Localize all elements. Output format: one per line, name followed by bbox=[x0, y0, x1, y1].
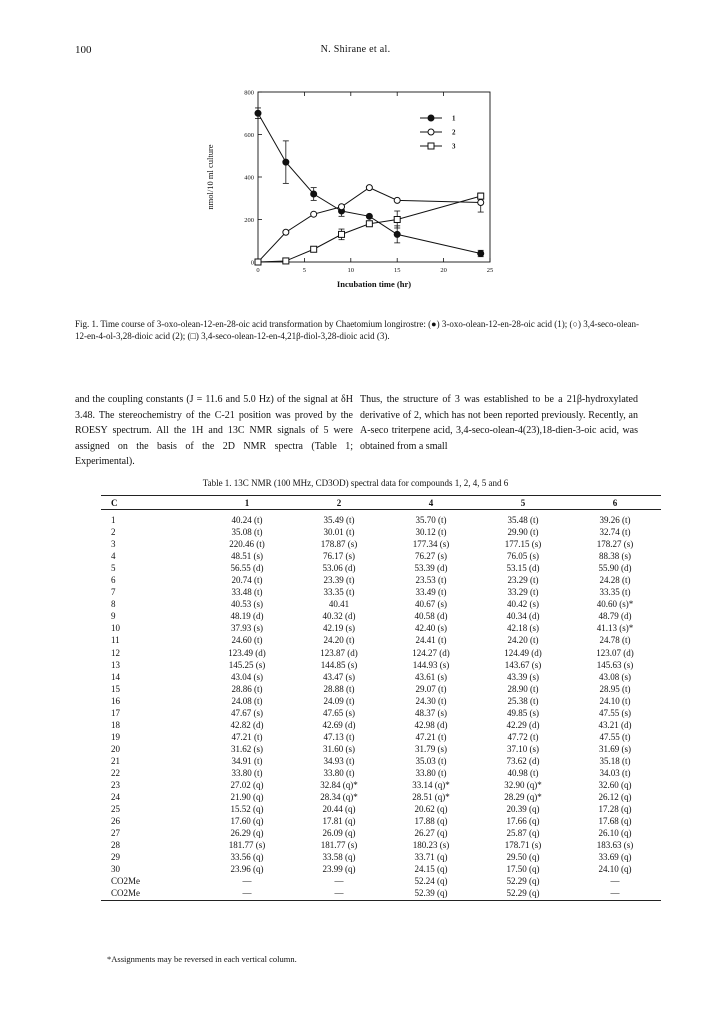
table-cell-shift: 33.14 (q)* bbox=[412, 780, 450, 791]
table-cell-shift: 88.38 (s) bbox=[599, 551, 631, 562]
table-cell-shift: 26.10 (q) bbox=[598, 828, 632, 839]
table-cell-shift: 23.29 (t) bbox=[507, 575, 539, 586]
table-cell-shift: 31.79 (s) bbox=[415, 743, 447, 754]
table-cell-shift: 124.27 (d) bbox=[412, 647, 450, 658]
table-cell-shift: 40.41 bbox=[328, 599, 350, 610]
table-cell-shift: 26.27 (q) bbox=[414, 828, 448, 839]
table-cell-shift: 33.80 (t) bbox=[415, 768, 447, 778]
table-cell-carbon: 19 bbox=[111, 731, 120, 742]
y-tick-label: 200 bbox=[244, 217, 254, 224]
body-text-left: and the coupling constants (J = 11.6 and 5.0 Hz) of the signal at δH 3.48. The stereochemistry of the C-21 position was proved by the ROESY spectrum. All the 1H and 13C NMR signals of 5 were assigned on the basis of the 2D NMR spectra (Table 1; Experimental). bbox=[75, 394, 353, 467]
table-cell-shift: 42.29 (d) bbox=[506, 719, 540, 730]
table-row bbox=[101, 851, 661, 863]
table-cell-carbon: 21 bbox=[111, 755, 120, 766]
series-3-point bbox=[478, 193, 484, 199]
table-cell-shift: — bbox=[293, 887, 385, 900]
table-cell-shift: 17.68 (q) bbox=[598, 816, 632, 827]
table-cell-shift: 32.60 (q) bbox=[598, 780, 632, 791]
series-3-point bbox=[339, 231, 345, 237]
table-cell-shift: 34.91 (t) bbox=[231, 755, 263, 766]
table-cell-shift: 24.28 (t) bbox=[599, 575, 631, 586]
table-cell-shift: 17.60 (q) bbox=[230, 816, 264, 827]
table-footnote: *Assignments may be reversed in each vertical column. bbox=[107, 954, 297, 964]
running-head: N. Shirane et al. bbox=[320, 44, 391, 55]
table-cell-shift: 220.46 (t) bbox=[229, 539, 265, 550]
table-cell-shift: 17.81 (q) bbox=[322, 816, 356, 827]
table-row bbox=[101, 562, 661, 574]
table-cell-shift: 178.87 (s) bbox=[320, 539, 358, 550]
table-row bbox=[101, 610, 661, 622]
series-1-point bbox=[255, 110, 261, 116]
series-3-point bbox=[283, 258, 289, 264]
table-cell-shift: 25.38 (t) bbox=[507, 695, 539, 706]
table-cell-carbon: 16 bbox=[111, 695, 120, 706]
table-cell-carbon: 10 bbox=[111, 623, 120, 634]
series-2-point bbox=[283, 229, 289, 235]
table-cell-shift: 43.61 (s) bbox=[415, 671, 447, 682]
table-cell-shift: 43.04 (s) bbox=[231, 671, 263, 682]
table-cell-shift: 24.78 (t) bbox=[599, 635, 631, 646]
series-3-point bbox=[394, 217, 400, 223]
table-cell-shift: 23.96 (q) bbox=[230, 864, 264, 875]
table-cell-shift: 34.93 (t) bbox=[323, 755, 355, 766]
table-cell-shift: 31.69 (s) bbox=[599, 743, 631, 754]
table-cell-shift: 40.67 (s) bbox=[415, 599, 447, 610]
legend-marker bbox=[428, 115, 434, 121]
x-tick-label: 10 bbox=[347, 267, 355, 274]
table-cell-shift: 52.24 (q) bbox=[414, 876, 448, 887]
x-tick-label: 5 bbox=[302, 267, 307, 274]
legend-label-2: 2 bbox=[452, 128, 456, 137]
table-cell-shift: 17.66 (q) bbox=[506, 816, 540, 827]
table-row bbox=[101, 526, 661, 538]
table-cell-shift: 35.70 (t) bbox=[415, 515, 447, 526]
table-row bbox=[101, 815, 661, 827]
table-cell-carbon: CO2Me bbox=[101, 887, 201, 900]
series-1-point bbox=[283, 159, 289, 165]
table-cell-carbon: 13 bbox=[111, 659, 120, 670]
table-cell-shift: 37.93 (s) bbox=[231, 623, 263, 634]
table-cell-shift: 33.56 (q) bbox=[230, 852, 264, 863]
table-cell-shift: 40.42 (s) bbox=[507, 599, 539, 610]
table-cell-shift: 24.20 (t) bbox=[323, 635, 355, 646]
series-1-point bbox=[394, 231, 400, 237]
table-cell-carbon: CO2Me bbox=[111, 876, 140, 887]
table-row bbox=[101, 863, 661, 875]
table-header-4: 4 bbox=[385, 496, 477, 510]
table-cell-shift: 123.07 (d) bbox=[596, 647, 634, 658]
table-cell-carbon: 27 bbox=[111, 828, 120, 839]
table-row bbox=[101, 875, 661, 887]
table-row bbox=[101, 647, 661, 659]
table-cell-shift: 40.58 (d) bbox=[414, 611, 448, 622]
table-row bbox=[101, 598, 661, 610]
table-cell-shift: 26.12 (q) bbox=[598, 792, 632, 803]
table-row bbox=[101, 586, 661, 598]
table-cell-shift: 48.79 (d) bbox=[598, 611, 632, 622]
table-cell-shift: 33.80 (t) bbox=[231, 768, 263, 778]
table-cell-shift: 40.98 (t) bbox=[507, 768, 539, 778]
table-cell-carbon: 1 bbox=[111, 515, 116, 526]
table-row bbox=[101, 622, 661, 634]
table-cell-shift: 47.67 (s) bbox=[231, 707, 263, 718]
table-cell-shift: 47.65 (s) bbox=[323, 707, 355, 718]
table-cell-carbon: 4 bbox=[111, 551, 116, 562]
table-cell-shift: 17.50 (q) bbox=[506, 864, 540, 875]
table-cell-carbon: 9 bbox=[111, 611, 116, 622]
table-cell-shift: 15.52 (q) bbox=[230, 804, 264, 815]
series-3-point bbox=[366, 221, 372, 227]
table-cell-shift: 43.39 (s) bbox=[507, 671, 539, 682]
table-cell-shift: 33.35 (t) bbox=[323, 587, 355, 598]
table-row bbox=[101, 659, 661, 671]
table-cell-carbon: 12 bbox=[111, 647, 120, 658]
table-cell-shift: 35.08 (t) bbox=[231, 527, 263, 538]
table-cell-shift: 33.58 (q) bbox=[322, 852, 356, 863]
table-row bbox=[101, 755, 661, 767]
table-cell-shift: 53.15 (d) bbox=[506, 563, 540, 574]
table-cell-shift: 24.10 (q) bbox=[598, 864, 632, 875]
table-cell-shift: 42.69 (d) bbox=[322, 719, 356, 730]
legend-marker bbox=[428, 143, 434, 149]
table-cell-shift: 33.35 (t) bbox=[599, 587, 631, 598]
table-cell-shift: — bbox=[569, 887, 661, 900]
table-cell-shift: 47.55 (s) bbox=[599, 707, 631, 718]
series-2-point bbox=[478, 200, 484, 206]
table-cell-shift: 47.21 (t) bbox=[415, 731, 447, 742]
table-cell-shift: 76.27 (s) bbox=[415, 551, 447, 562]
table-cell-shift: 144.85 (s) bbox=[320, 659, 358, 670]
table-row bbox=[101, 743, 661, 755]
table-cell-shift: 17.88 (q) bbox=[414, 816, 448, 827]
table-cell-carbon: 20 bbox=[111, 743, 120, 754]
table-cell-shift: 20.62 (q) bbox=[414, 804, 448, 815]
table-cell-shift: 49.85 (s) bbox=[507, 707, 539, 718]
table-cell-shift: 52.39 (q) bbox=[385, 887, 477, 900]
table-cell-shift: 42.82 (d) bbox=[230, 719, 264, 730]
table-cell-carbon: 30 bbox=[111, 864, 120, 875]
table-cell-shift: 40.60 (s)* bbox=[596, 599, 634, 610]
table-cell-shift: 25.87 (q) bbox=[506, 828, 540, 839]
time-course-chart bbox=[0, 0, 711, 315]
table-cell-carbon: 18 bbox=[111, 719, 120, 730]
table-row bbox=[101, 695, 661, 707]
table-cell-shift: 20.74 (t) bbox=[231, 575, 263, 586]
table-cell-carbon: 25 bbox=[111, 804, 120, 815]
table-cell-shift: 144.93 (s) bbox=[412, 659, 450, 670]
series-1-line bbox=[258, 113, 481, 253]
y-tick-label: 800 bbox=[244, 89, 254, 97]
table-row bbox=[101, 510, 661, 527]
table-cell-shift: 33.49 (t) bbox=[415, 587, 447, 598]
table-cell-shift: 41.13 (s)* bbox=[596, 623, 634, 634]
table-cell-shift: 24.09 (t) bbox=[323, 695, 355, 706]
table-cell-shift: 24.08 (t) bbox=[231, 695, 263, 706]
table-cell-shift: 32.90 (q)* bbox=[504, 780, 542, 791]
table-cell-shift: 24.20 (t) bbox=[507, 635, 539, 646]
table-cell-carbon: 15 bbox=[111, 683, 120, 694]
table-cell-shift: — bbox=[201, 887, 293, 900]
table-cell-shift: 178.71 (s) bbox=[504, 840, 542, 851]
x-tick-label: 20 bbox=[440, 267, 447, 274]
y-tick-label: 400 bbox=[244, 174, 254, 182]
table-row bbox=[101, 839, 661, 851]
series-2-point bbox=[311, 211, 317, 217]
table-cell-shift: 177.34 (s) bbox=[412, 539, 450, 550]
table-cell-shift: 28.86 (t) bbox=[231, 683, 263, 694]
body-text-right: Thus, the structure of 3 was established to be a 21β-hydroxylated derivative of 2, which has not been reported previously. Recently, an A-seco triterpene acid, 3,4-seco-olean-4(23),18-dien-3-oic acid, was obtained from a small bbox=[360, 394, 638, 452]
table-cell-shift: 33.80 (t) bbox=[323, 768, 355, 778]
series-3-point bbox=[255, 259, 261, 265]
table-cell-shift: 32.84 (q)* bbox=[320, 780, 358, 791]
table-cell-shift: 180.23 (s) bbox=[412, 840, 450, 851]
table-row bbox=[101, 827, 661, 839]
table-cell-carbon: 11 bbox=[111, 635, 120, 646]
table-cell-shift: 42.40 (s) bbox=[415, 623, 447, 634]
table-cell-shift: 30.01 (t) bbox=[323, 527, 355, 538]
table-cell-shift: 145.63 (s) bbox=[596, 659, 634, 670]
table-cell-shift: 26.29 (q) bbox=[230, 828, 264, 839]
page-number: 100 bbox=[75, 44, 92, 56]
table-cell-shift: 31.62 (s) bbox=[231, 743, 263, 754]
series-1-point bbox=[366, 213, 372, 219]
table-cell-shift: 21.90 (q) bbox=[230, 792, 264, 803]
table-cell-shift: 123.49 (d) bbox=[228, 647, 266, 658]
table-cell-shift: 43.08 (s) bbox=[599, 671, 631, 682]
table-cell-shift: 145.25 (s) bbox=[228, 659, 266, 670]
table-cell-shift: 28.51 (q)* bbox=[412, 792, 450, 803]
table-cell-shift: 40.53 (s) bbox=[231, 599, 263, 610]
table-cell-shift: 33.69 (q) bbox=[598, 852, 632, 863]
table-cell-shift: 29.50 (q) bbox=[506, 852, 540, 863]
series-1-point bbox=[311, 191, 317, 197]
table-cell-carbon: 5 bbox=[111, 563, 116, 574]
table-cell-shift: 55.90 (d) bbox=[598, 563, 632, 574]
table-row bbox=[101, 683, 661, 695]
table-cell-shift: 30.12 (t) bbox=[415, 527, 447, 538]
table-cell-shift: 42.18 (s) bbox=[507, 623, 539, 634]
table-header-6: 6 bbox=[569, 496, 661, 510]
table-cell-shift: 26.09 (q) bbox=[322, 828, 356, 839]
table-row bbox=[101, 767, 661, 779]
y-axis-label: nmol/10 ml culture bbox=[205, 144, 215, 210]
table-cell-shift: 28.29 (q)* bbox=[504, 792, 542, 803]
table-cell-shift: 37.10 (s) bbox=[507, 743, 539, 754]
table-cell-shift: 43.47 (s) bbox=[323, 671, 355, 682]
table-row bbox=[101, 731, 661, 743]
nmr-data-table bbox=[101, 495, 661, 901]
table-cell-shift: 28.88 (t) bbox=[323, 683, 355, 694]
x-tick-label: 0 bbox=[256, 267, 260, 274]
table-cell-shift: 29.07 (t) bbox=[415, 683, 447, 694]
table-cell-shift: 29.90 (t) bbox=[507, 527, 539, 538]
table-cell-shift: 47.21 (t) bbox=[231, 731, 263, 742]
series-2-point bbox=[394, 197, 400, 203]
table-row bbox=[101, 719, 661, 731]
table-row bbox=[101, 538, 661, 550]
table-cell-shift: 23.39 (t) bbox=[323, 575, 355, 586]
legend-label-3: 3 bbox=[452, 142, 456, 151]
table-row bbox=[101, 887, 661, 900]
table-cell-shift: 47.13 (t) bbox=[323, 731, 355, 742]
table-cell-shift: 47.55 (t) bbox=[599, 731, 631, 742]
series-2-point bbox=[339, 204, 345, 210]
table-cell-shift: 27.02 (q) bbox=[230, 780, 264, 791]
table-cell-shift: 48.51 (s) bbox=[231, 551, 263, 562]
table-cell-shift: 124.49 (d) bbox=[504, 647, 542, 658]
legend-marker bbox=[428, 129, 434, 135]
table-cell-shift: 31.60 (s) bbox=[323, 743, 355, 754]
table-cell-shift: 76.17 (s) bbox=[323, 551, 355, 562]
table-cell-shift: 53.06 (d) bbox=[322, 563, 356, 574]
table-cell-shift: 181.77 (s) bbox=[228, 840, 266, 851]
table-cell-shift: 33.71 (q) bbox=[414, 852, 448, 863]
table-cell-carbon: 17 bbox=[111, 707, 120, 718]
table-cell-shift: — bbox=[334, 876, 344, 887]
table-cell-shift: 40.34 (d) bbox=[506, 611, 540, 622]
table-cell-shift: 177.15 (s) bbox=[504, 539, 542, 550]
table-cell-shift: 28.90 (t) bbox=[507, 683, 539, 694]
table-cell-carbon: 23 bbox=[111, 780, 120, 791]
table-cell-shift: 43.21 (d) bbox=[598, 719, 632, 730]
y-tick-label: 0 bbox=[250, 259, 254, 267]
table-cell-carbon: 6 bbox=[111, 575, 116, 586]
table-cell-shift: 52.29 (q) bbox=[506, 876, 540, 887]
table-header-1: 1 bbox=[201, 496, 293, 510]
x-axis-label: Incubation time (hr) bbox=[336, 279, 412, 289]
table-cell-carbon: 7 bbox=[111, 587, 116, 598]
series-3-point bbox=[311, 246, 317, 252]
table-row bbox=[101, 634, 661, 646]
table-cell-shift: 42.19 (s) bbox=[323, 623, 355, 634]
table-cell-carbon: 2 bbox=[111, 527, 116, 538]
table-cell-shift: 17.28 (q) bbox=[598, 804, 632, 815]
table-cell-carbon: 24 bbox=[111, 792, 120, 803]
table-cell-shift: 181.77 (s) bbox=[320, 840, 358, 851]
y-tick-label: 600 bbox=[244, 132, 254, 139]
table-cell-shift: 53.39 (d) bbox=[414, 563, 448, 574]
table-title: Table 1. 13C NMR (100 MHz, CD3OD) spectral data for compounds 1, 2, 4, 5 and 6 bbox=[202, 478, 509, 488]
table-header-c: C bbox=[101, 496, 201, 510]
table-row bbox=[101, 803, 661, 815]
table-row bbox=[101, 574, 661, 586]
table-row bbox=[101, 550, 661, 562]
table-cell-shift: 32.74 (t) bbox=[599, 527, 631, 538]
table-header-2: 2 bbox=[293, 496, 385, 510]
table-cell-carbon: 28 bbox=[111, 840, 120, 851]
table-cell-shift: 56.55 (d) bbox=[230, 563, 264, 574]
table-cell-shift: 39.26 (t) bbox=[599, 515, 631, 526]
series-1-point bbox=[478, 251, 484, 257]
table-cell-shift: 28.34 (q)* bbox=[320, 792, 358, 803]
legend-label-1: 1 bbox=[452, 114, 456, 123]
table-cell-shift: 52.29 (q) bbox=[477, 887, 569, 900]
table-cell-carbon: 29 bbox=[111, 852, 120, 863]
table-cell-shift: 24.60 (t) bbox=[231, 635, 263, 646]
table-cell-carbon: 26 bbox=[111, 816, 120, 827]
table-cell-shift: 33.48 (t) bbox=[231, 587, 263, 598]
table-cell-shift: 35.18 (t) bbox=[599, 755, 631, 766]
table-cell-shift: 28.95 (t) bbox=[599, 683, 631, 694]
table-cell-shift: 178.27 (s) bbox=[596, 539, 634, 550]
table-cell-shift: 35.49 (t) bbox=[323, 515, 355, 526]
table-cell-shift: — bbox=[610, 876, 620, 887]
table-cell-carbon: 3 bbox=[111, 539, 116, 550]
table-cell-shift: 48.19 (d) bbox=[230, 611, 264, 622]
table-cell-shift: 20.39 (q) bbox=[506, 804, 540, 815]
table-cell-shift: 143.67 (s) bbox=[504, 659, 542, 670]
x-tick-label: 15 bbox=[393, 267, 401, 274]
table-row bbox=[101, 791, 661, 803]
table-cell-shift: 123.87 (d) bbox=[320, 647, 358, 658]
table-cell-shift: — bbox=[242, 876, 252, 887]
table-cell-shift: 23.99 (q) bbox=[322, 864, 356, 875]
table-cell-shift: 20.44 (q) bbox=[322, 804, 356, 815]
table-cell-shift: 35.48 (t) bbox=[507, 515, 539, 526]
table-header-5: 5 bbox=[477, 496, 569, 510]
table-cell-shift: 34.03 (t) bbox=[599, 768, 631, 778]
table-cell-shift: 40.24 (t) bbox=[231, 515, 263, 526]
table-cell-carbon: 22 bbox=[111, 768, 120, 778]
table-cell-shift: 76.05 (s) bbox=[507, 551, 539, 562]
figure-caption: Fig. 1. Time course of 3-oxo-olean-12-en-28-oic acid transformation by Chaetomium longirostre: (●) 3-oxo-olean-12-en-28-oic acid (1); (○) 3,4-seco-olean-12-en-4-ol-3,28-dioic acid (2); (□) 3,4-seco-olean-12-en-4,21β-diol-3,28-dioic acid (3). bbox=[75, 319, 639, 341]
table-cell-shift: 48.37 (s) bbox=[415, 707, 447, 718]
table-cell-shift: 42.98 (d) bbox=[414, 719, 448, 730]
table-cell-shift: 33.29 (t) bbox=[507, 587, 539, 598]
table-cell-shift: 47.72 (t) bbox=[507, 731, 539, 742]
table-cell-shift: 24.30 (t) bbox=[415, 695, 447, 706]
table-cell-shift: 24.15 (q) bbox=[414, 864, 448, 875]
table-cell-shift: 35.03 (t) bbox=[415, 755, 447, 766]
table-cell-carbon: 8 bbox=[111, 599, 116, 610]
x-tick-label: 25 bbox=[486, 267, 494, 274]
table-cell-shift: 23.53 (t) bbox=[415, 575, 447, 586]
table-cell-shift: 183.63 (s) bbox=[596, 840, 634, 851]
table-cell-shift: 40.32 (d) bbox=[322, 611, 356, 622]
table-cell-shift: 24.10 (t) bbox=[599, 695, 631, 706]
table-cell-shift: 24.41 (t) bbox=[415, 635, 447, 646]
table-row bbox=[101, 707, 661, 719]
table-cell-carbon: 14 bbox=[111, 671, 120, 682]
series-2-point bbox=[366, 185, 372, 191]
table-row bbox=[101, 671, 661, 683]
table-cell-shift: 73.62 (d) bbox=[506, 755, 540, 766]
table-row bbox=[101, 779, 661, 791]
